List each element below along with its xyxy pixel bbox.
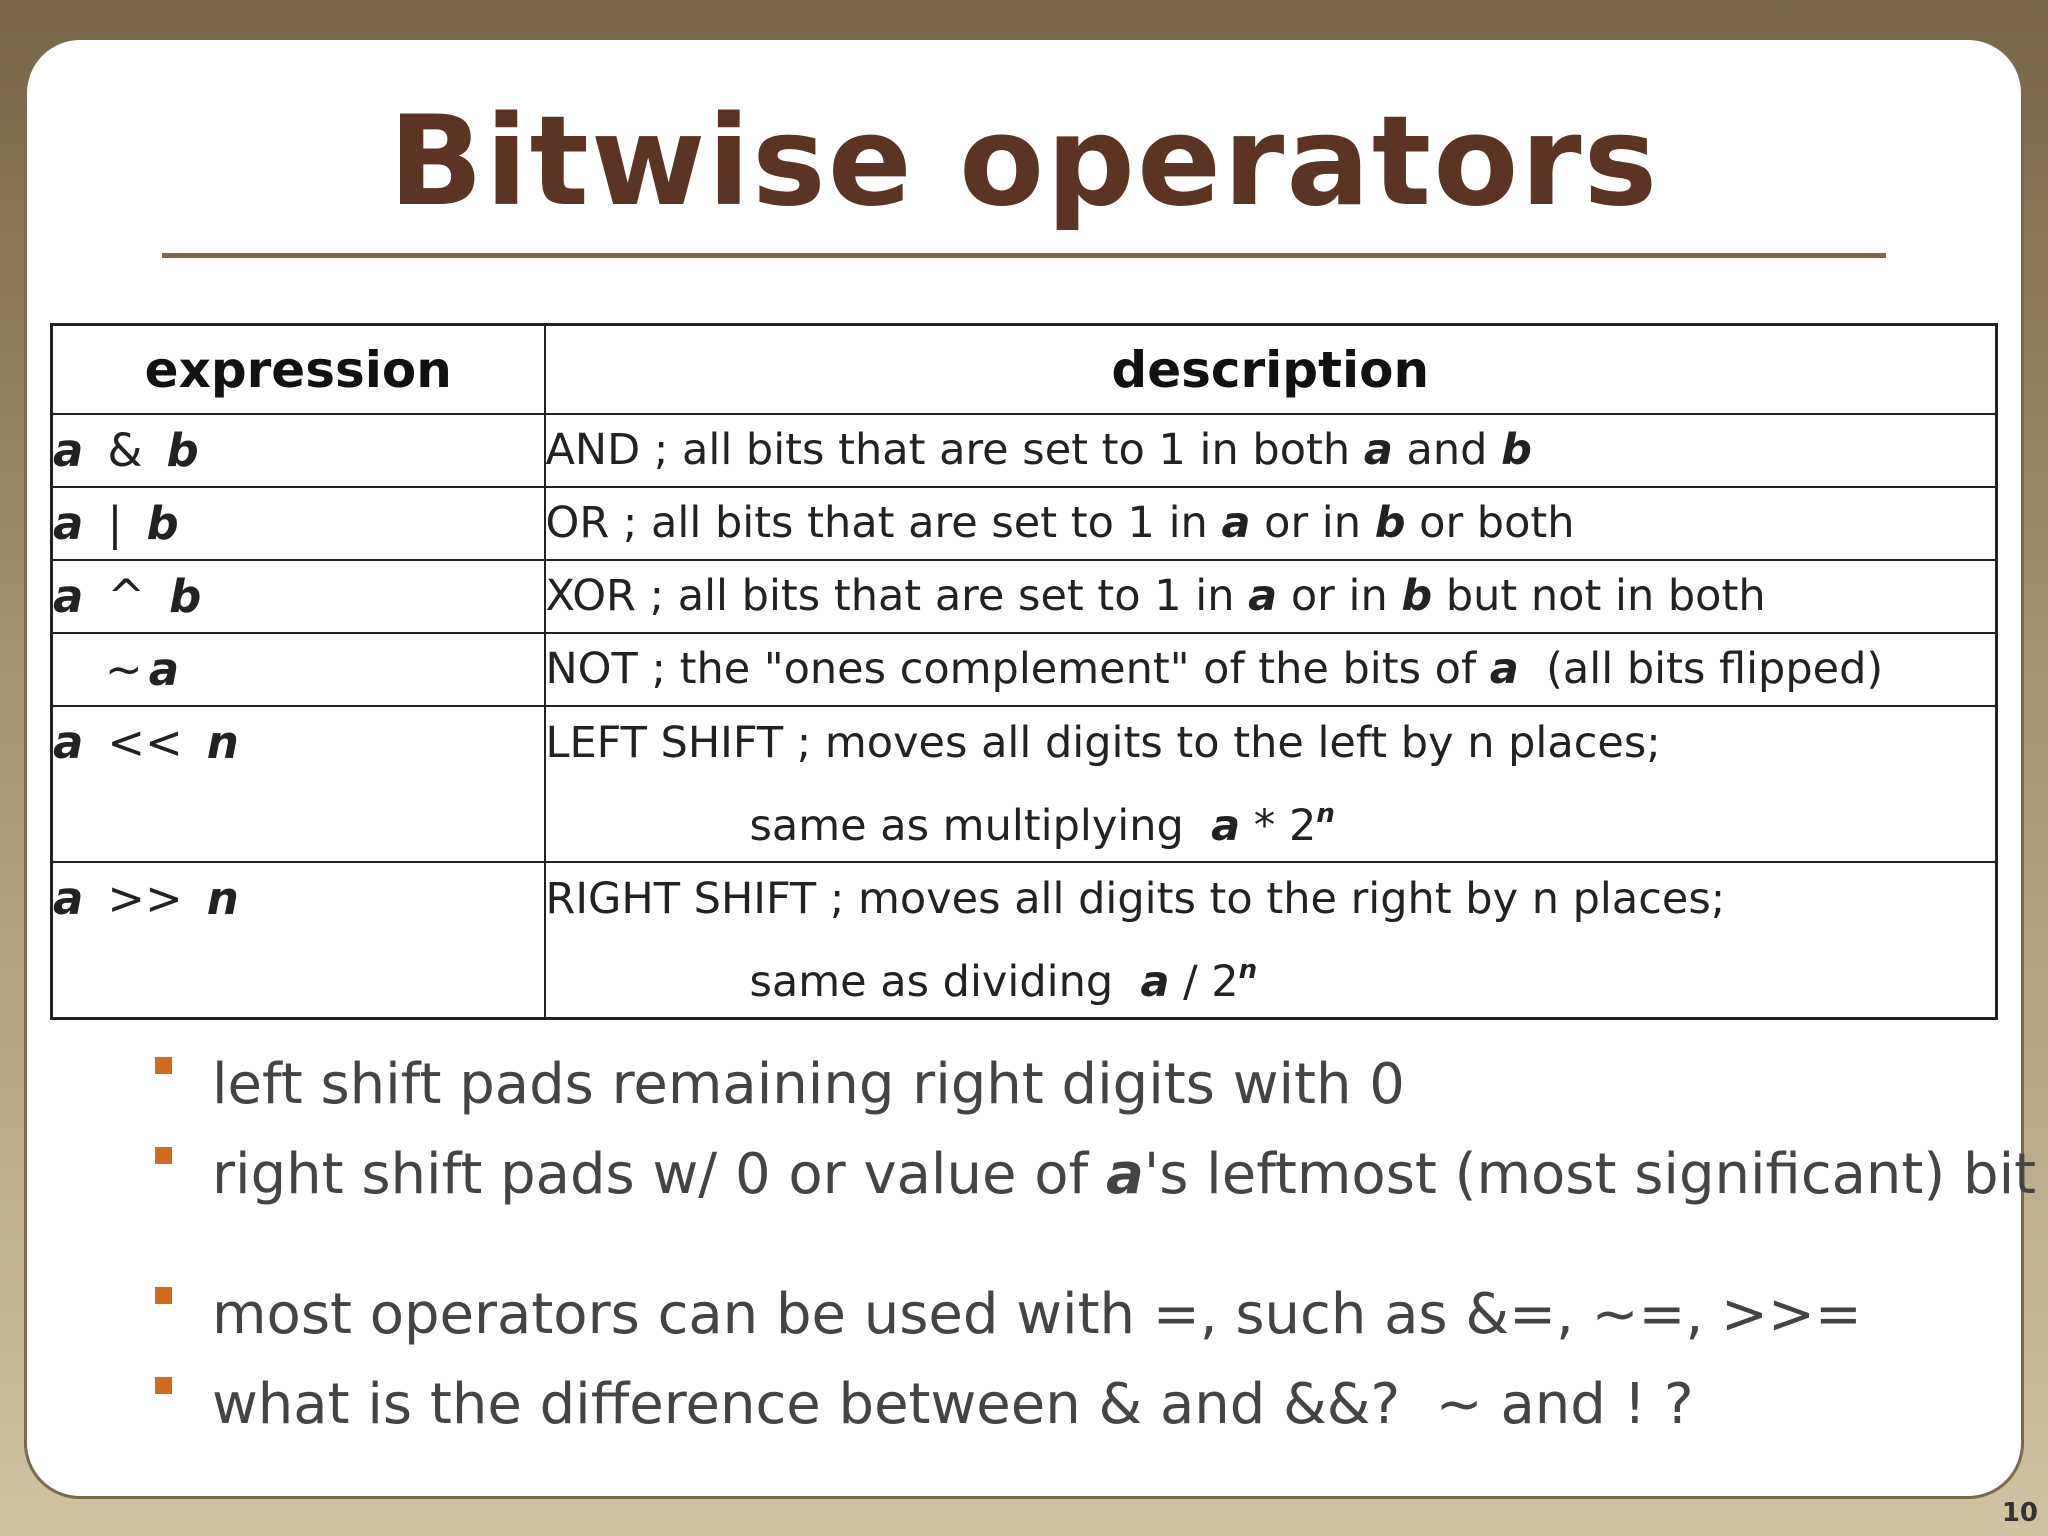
list-item (150, 1360, 2010, 1450)
operand-a: a (1221, 498, 1251, 548)
description-formula (546, 779, 1996, 861)
bullet-square-icon (155, 1057, 172, 1074)
description-text: NOT ; the "ones complement" of the bits of (545, 644, 1490, 694)
operand-a: a (1489, 644, 1519, 694)
operand-b: b (1374, 498, 1406, 548)
operand-a: a (1106, 1142, 1144, 1207)
bullet-text: right shift pads w/ 0 or value of (212, 1142, 1107, 1207)
title-underline (162, 253, 1886, 258)
description-cell (545, 487, 1997, 560)
operator-symbol: ^ (107, 570, 146, 623)
table-header-row (52, 325, 1997, 415)
slide-title: Bitwise operators (388, 90, 1660, 234)
bullet-text: most operators can be used with =, such as &=, ~=, >>= (212, 1282, 1862, 1347)
operand-a: a (1211, 801, 1241, 851)
operand-b: b (166, 424, 199, 477)
notes-list (150, 1040, 2037, 1450)
operand-b: b (146, 497, 179, 550)
exponent: n (1238, 955, 1258, 985)
description-text: OR ; all bits that are set to 1 in (545, 498, 1222, 548)
bullet-square-icon (155, 1287, 172, 1304)
description-cell (545, 633, 1997, 706)
formula-text: / 2 (1169, 957, 1239, 1007)
operand-a: a (53, 424, 84, 477)
expression-cell (52, 706, 545, 862)
table-row (52, 414, 1997, 487)
description-text: LEFT SHIFT ; moves all digits to the left by n places; (545, 718, 1661, 768)
expression-cell (52, 633, 545, 706)
description-text: XOR ; all bits that are set to 1 in (545, 571, 1249, 621)
list-item (150, 1040, 2010, 1130)
table-row (52, 706, 1997, 862)
description-text: or in (1277, 571, 1402, 621)
description-text: and (1392, 425, 1502, 475)
operand-a: a (53, 497, 84, 550)
operator-symbol: ~ (105, 643, 143, 696)
description-cell (545, 560, 1997, 633)
description-text: or both (1405, 498, 1575, 548)
operand-a: a (1248, 571, 1278, 621)
table-row (52, 633, 1997, 706)
description-formula (546, 935, 1996, 1017)
expression-cell (52, 487, 545, 560)
table-row (52, 560, 1997, 633)
operators-table (50, 323, 1998, 1020)
operator-symbol: | (107, 497, 123, 550)
table-row (52, 862, 1997, 1019)
description-text: or in (1250, 498, 1375, 548)
expression-cell (52, 560, 545, 633)
bullet-text: 's leftmost (most significant) bit (1143, 1142, 2037, 1207)
operand-a: a (1140, 957, 1170, 1007)
bullet-square-icon (155, 1147, 172, 1164)
description-text: AND ; all bits that are set to 1 in both (545, 425, 1364, 475)
bullet-text: left shift pads remaining right digits with 0 (212, 1052, 1405, 1117)
expression-cell (52, 414, 545, 487)
operator-symbol: & (107, 424, 143, 477)
operand-a: a (53, 716, 84, 769)
description-text: but not in both (1432, 571, 1766, 621)
exponent: n (1316, 799, 1335, 829)
bullet-text: what is the difference between & and &&? ~ and ! ? (212, 1372, 1694, 1437)
operand-a: a (148, 643, 180, 696)
operand-n: n (206, 872, 239, 925)
column-header-description: description (545, 325, 1997, 415)
bullet-square-icon (155, 1377, 172, 1394)
description-text: RIGHT SHIFT ; moves all digits to the right by n places; (545, 874, 1726, 924)
operand-a: a (1363, 425, 1393, 475)
description-cell (545, 706, 1997, 862)
description-cell (545, 414, 1997, 487)
expression-cell (52, 862, 545, 1019)
list-item (150, 1270, 2010, 1360)
operand-a: a (53, 570, 84, 623)
table-row (52, 487, 1997, 560)
formula-text: same as dividing (749, 957, 1141, 1007)
operator-symbol: >> (107, 872, 183, 925)
operand-b: b (169, 570, 202, 623)
description-cell (545, 862, 1997, 1019)
formula-text: * 2 (1240, 801, 1317, 851)
description-text: (all bits flipped) (1518, 644, 1884, 694)
operand-b: b (1501, 425, 1532, 475)
operand-b: b (1401, 571, 1433, 621)
operator-symbol: << (107, 716, 183, 769)
operand-a: a (53, 872, 84, 925)
formula-text: same as multiplying (749, 801, 1212, 851)
operand-n: n (206, 716, 239, 769)
column-header-expression: expression (52, 325, 545, 415)
list-item (150, 1130, 2037, 1220)
page-number: 10 (2001, 1498, 2038, 1528)
